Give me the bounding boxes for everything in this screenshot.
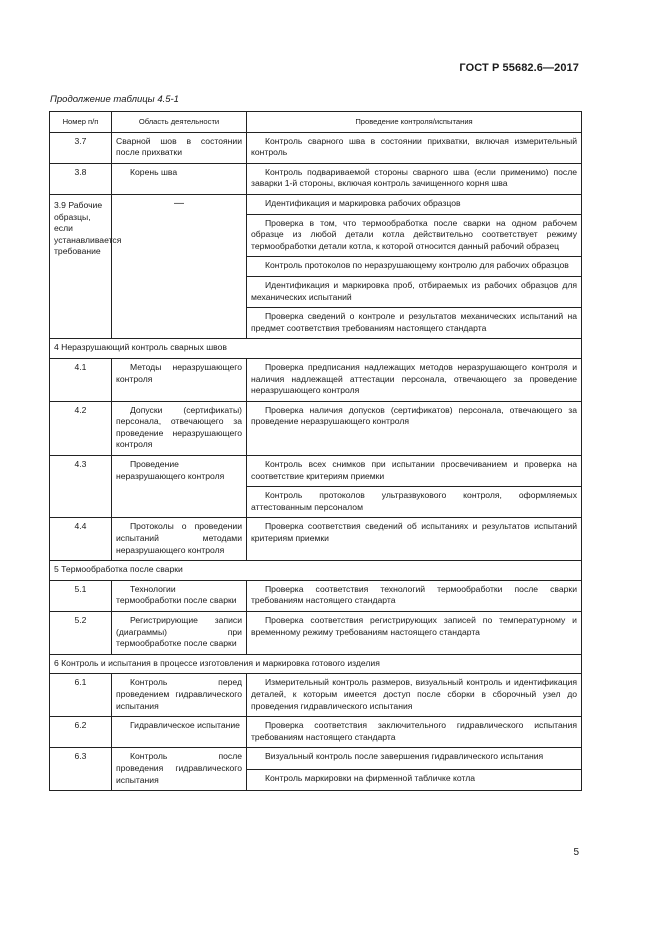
- row-control: Идентификация и маркировка проб, отбираемых из рабочих образцов для механических испытаний: [247, 276, 582, 307]
- row-control: Контроль протоколов по неразрушающему контролю для рабочих образцов: [247, 257, 582, 277]
- row-control: Проверка соответствия сведений об испытаниях и результатов испытаний критериям приемки: [247, 518, 582, 561]
- row-control: Измерительный контроль размеров, визуальный контроль и идентификация деталей, к которым имеется доступ после сборки в сборочный узел до проведения гидравлического испытания: [247, 674, 582, 717]
- row-control: Идентификация и маркировка рабочих образцов: [247, 194, 582, 214]
- row-number: 4.3: [50, 456, 112, 518]
- section-heading: 5 Термообработка после сварки: [50, 561, 582, 581]
- row-control: Проверка предписания надлежащих методов неразрушающего контроля и наличия надлежащей аттестации персонала, отвечающего за проведение неразрушающего контроля: [247, 358, 582, 401]
- row-area: Допуски (сертификаты) персонала, отвечающего за проведение неразрушающего контроля: [112, 401, 247, 455]
- row-control: Контроль всех снимков при испытании просвечиванием и проверка на соответствие критериям приемки: [247, 456, 582, 487]
- table-row: [50, 717, 582, 748]
- section-heading: 6 Контроль и испытания в процессе изготовления и маркировка готового изделия: [50, 654, 582, 674]
- row-number: 5.2: [50, 612, 112, 655]
- row-control: Проверка наличия допусков (сертификатов) персонала, отвечающего за проведение неразрушающего контроля: [247, 401, 582, 455]
- row-control: Проверка сведений о контроле и результатов механических испытаний на предмет соответствия требованиям настоящего стандарта: [247, 308, 582, 339]
- row-number: 4.1: [50, 358, 112, 401]
- row-area: Технологии термообработки после сварки: [112, 580, 247, 611]
- row-control: Проверка соответствия заключительного гидравлического испытания требованиям настоящего стандарта: [247, 717, 582, 748]
- row-control: Контроль маркировки на фирменной табличке котла: [247, 769, 582, 790]
- row-number: 4.4: [50, 518, 112, 561]
- row-control: Проверка соответствия технологий термообработки после сварки требованиям настоящего стандарта: [247, 580, 582, 611]
- row-area: Сварной шов в состоянии после прихватки: [112, 132, 247, 163]
- col-header-number: Номер п/п: [50, 112, 112, 133]
- table-caption: Продолжение таблицы 4.5-1: [50, 94, 179, 105]
- row-area: Гидравлическое испытание: [112, 717, 247, 748]
- row-area: Корень шва: [112, 163, 247, 194]
- section-row: [50, 654, 582, 674]
- table-row: [50, 456, 582, 487]
- row-control: Визуальный контроль после завершения гидравлического испытания: [247, 748, 582, 769]
- row-number: 5.1: [50, 580, 112, 611]
- page-number: 5: [573, 847, 579, 858]
- row-number: 4.2: [50, 401, 112, 455]
- table-row: [50, 580, 582, 611]
- row-area: Регистрирующие записи (диаграммы) при термообработке после сварки: [112, 612, 247, 655]
- row-control: Контроль сварного шва в состоянии прихватки, включая измерительный контроль: [247, 132, 582, 163]
- row-number: 3.9 Рабочие образцы, если устанавливается требование: [50, 194, 112, 338]
- row-number: 6.2: [50, 717, 112, 748]
- col-header-area: Область деятельности: [112, 112, 247, 133]
- row-control: Проверка в том, что термообработка после сварки на одном рабочем образце из любой детали котла действительно соответствует режиму термообработки детали котла, к которой относится данный рабочий образец: [247, 214, 582, 257]
- row-number: 3.8: [50, 163, 112, 194]
- table-row: [50, 132, 582, 163]
- row-control: Контроль протоколов ультразвукового контроля, оформляемых аттестованным персоналом: [247, 487, 582, 518]
- table-row: [50, 194, 582, 214]
- table-row: [50, 518, 582, 561]
- row-number: 6.1: [50, 674, 112, 717]
- section-row: [50, 339, 582, 359]
- section-heading: 4 Неразрушающий контроль сварных швов: [50, 339, 582, 359]
- control-table: [49, 111, 582, 791]
- row-number: 6.3: [50, 748, 112, 791]
- row-area: Проведение неразрушающего контроля: [112, 456, 247, 518]
- col-header-control: Проведение контроля/испытания: [247, 112, 582, 133]
- table-row: [50, 674, 582, 717]
- row-area: Контроль перед проведением гидравлического испытания: [112, 674, 247, 717]
- table-row: [50, 358, 582, 401]
- row-area: Контроль после проведения гидравлического испытания: [112, 748, 247, 791]
- row-control: Проверка соответствия регистрирующих записей по температурному и временному режиму требованиям настоящего стандарта: [247, 612, 582, 655]
- row-area: Протоколы о проведении испытаний методами неразрушающего контроля: [112, 518, 247, 561]
- standard-designation: ГОСТ Р 55682.6—2017: [459, 62, 579, 74]
- section-row: [50, 561, 582, 581]
- table-row: [50, 163, 582, 194]
- table-header-row: [50, 112, 582, 133]
- row-area-dash: —: [112, 194, 247, 338]
- row-number: 3.7: [50, 132, 112, 163]
- row-control: Контроль подвариваемой стороны сварного шва (если применимо) после заварки 1-й стороны, включая контроль зачищенного корня шва: [247, 163, 582, 194]
- table-row: [50, 612, 582, 655]
- table-row: [50, 401, 582, 455]
- table-row: [50, 748, 582, 769]
- row-area: Методы неразрушающего контроля: [112, 358, 247, 401]
